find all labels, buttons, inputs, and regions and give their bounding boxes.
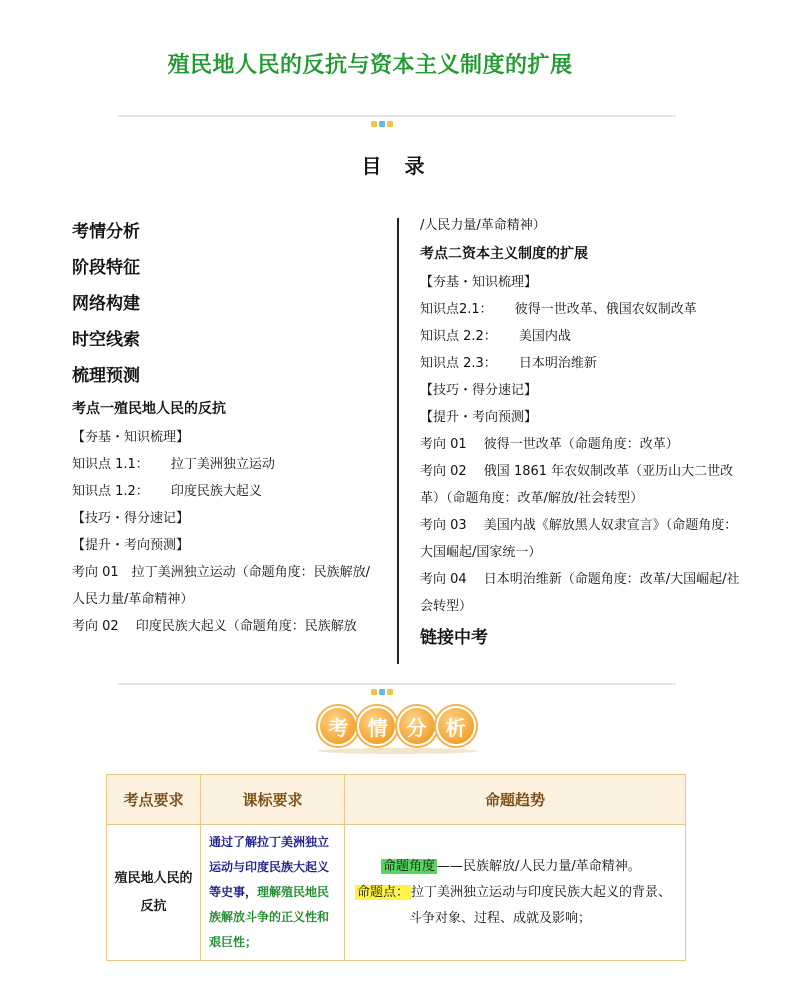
toc-line[interactable]: /人民力量/革命精神） xyxy=(420,218,546,233)
toc-direction-4[interactable]: 考向 04 日本明治维新（命题角度：改革/大国崛起/社会转型） xyxy=(420,572,740,614)
focus-label: 命题点： xyxy=(357,884,410,900)
toc-line[interactable]: 【提升・考向预测】 xyxy=(420,410,538,425)
toc-direction-2[interactable]: 考向 02 印度民族大起义（命题角度：民族解放 xyxy=(72,619,357,634)
section-badge xyxy=(0,706,794,746)
badge-shadow xyxy=(318,748,478,754)
toc-link-exam[interactable]: 链接中考 xyxy=(420,628,488,648)
cell-trend xyxy=(345,825,686,961)
toc-line[interactable]: 【技巧・得分速记】 xyxy=(420,383,538,398)
toc-item-network[interactable]: 网络构建 xyxy=(72,294,140,314)
toc-point1-title[interactable]: 考点一殖民地人民的反抗 xyxy=(72,401,226,417)
kp-text: 日本明治维新 xyxy=(518,356,597,371)
focus-text-1: 拉丁美洲独立运动与印度民族大起义的背景、 xyxy=(411,884,672,900)
toc-direction-1[interactable]: 考向 01 拉丁美洲独立运动（命题角度：民族解放/人民力量/革命精神） xyxy=(72,565,371,607)
kp-label: 知识点 1.1： xyxy=(72,457,149,472)
toc-line[interactable] xyxy=(420,323,740,350)
kp-label: 知识点2.1： xyxy=(420,302,493,317)
toc-item-stage[interactable]: 阶段特征 xyxy=(72,258,140,278)
toc-direction-1[interactable]: 考向 01 彼得一世改革（命题角度：改革） xyxy=(420,437,679,452)
kp-label: 知识点 2.3： xyxy=(420,356,497,371)
kp-text: 美国内战 xyxy=(518,329,571,344)
toc-item-timeline[interactable]: 时空线索 xyxy=(72,330,140,350)
badge-char: 情 xyxy=(357,706,397,746)
top-divider xyxy=(118,115,676,117)
header-standard: 课标要求 xyxy=(201,775,345,825)
toc-direction-2[interactable]: 考向 02 俄国 1861 年农奴制改革（亚历山大二世改革）（命题角度：改革/解放/社会转型） xyxy=(420,464,734,506)
divider-ornament xyxy=(371,680,399,687)
cell-point: 殖民地人民的反抗 xyxy=(107,825,201,961)
toc-line[interactable] xyxy=(420,296,740,323)
standard-text-a: 通过了解拉丁美洲独立运动与印度民族大起义等史事， xyxy=(209,835,330,899)
cell-standard xyxy=(201,825,345,961)
header-trend: 命题趋势 xyxy=(345,775,686,825)
analysis-table xyxy=(106,774,686,961)
toc-line[interactable]: 【提升・考向预测】 xyxy=(72,538,190,553)
toc-right-column xyxy=(420,212,740,656)
toc-direction-3[interactable]: 考向 03 美国内战《解放黑人奴隶宣言》（命题角度：大国崛起/国家统一） xyxy=(420,518,738,560)
toc-left-column xyxy=(72,214,382,640)
toc-point2-title[interactable]: 考点二资本主义制度的扩展 xyxy=(420,246,588,262)
toc-item-analysis[interactable]: 考情分析 xyxy=(72,222,140,242)
standard-text-b: 理解殖民地民族解放斗争的正义性和艰巨性； xyxy=(209,885,330,949)
toc-line[interactable] xyxy=(72,451,382,478)
focus-text-2: 斗争对象、过程、成就及影响； xyxy=(409,910,592,926)
table-header-row xyxy=(107,775,686,825)
divider-ornament xyxy=(371,112,399,119)
header-point: 考点要求 xyxy=(107,775,201,825)
kp-label: 知识点 1.2： xyxy=(72,484,149,499)
angle-label: 命题角度 xyxy=(383,858,436,874)
angle-text: ——民族解放/人民力量/革命精神。 xyxy=(437,858,641,874)
kp-text: 印度民族大起义 xyxy=(170,484,262,499)
document-title: 殖民地人民的反抗与资本主义制度的扩展 xyxy=(167,53,573,78)
table-row xyxy=(107,825,686,961)
toc-line[interactable] xyxy=(72,478,382,505)
bottom-divider xyxy=(118,683,676,685)
kp-text: 彼得一世改革、俄国农奴制改革 xyxy=(514,302,697,317)
badge-char: 析 xyxy=(436,706,476,746)
kp-text: 拉丁美洲独立运动 xyxy=(170,457,275,472)
toc-heading: 目 录 xyxy=(361,154,433,178)
toc-item-forecast[interactable]: 梳理预测 xyxy=(72,366,140,386)
kp-label: 知识点 2.2： xyxy=(420,329,497,344)
badge-char: 分 xyxy=(397,706,437,746)
trend-angle xyxy=(355,854,675,880)
badge-char: 考 xyxy=(318,706,358,746)
trend-focus xyxy=(355,880,675,906)
toc-line[interactable]: 【技巧・得分速记】 xyxy=(72,511,190,526)
column-divider xyxy=(397,218,399,664)
toc-line[interactable]: 【夯基・知识梳理】 xyxy=(72,430,190,445)
toc-line[interactable]: 【夯基・知识梳理】 xyxy=(420,275,538,290)
toc-line[interactable] xyxy=(420,350,740,377)
